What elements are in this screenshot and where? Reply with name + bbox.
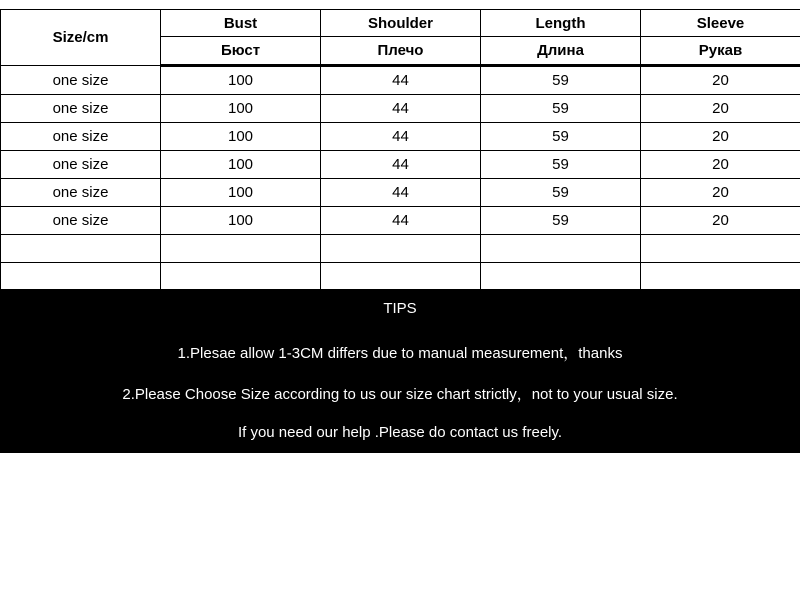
sleeve-cell: 20 [641, 66, 800, 95]
table-row [1, 179, 800, 207]
bust-cell [161, 235, 321, 263]
bust-cell: 100 [161, 179, 321, 207]
header-row-english [1, 10, 800, 37]
sleeve-cell [641, 235, 800, 263]
shoulder-header-ru: Плечо [321, 37, 481, 66]
shoulder-cell: 44 [321, 151, 481, 179]
bust-cell [161, 263, 321, 291]
shoulder-cell: 44 [321, 207, 481, 235]
size-cell: one size [1, 123, 161, 151]
sleeve-cell: 20 [641, 179, 800, 207]
size-cell: one size [1, 207, 161, 235]
shoulder-cell: 44 [321, 179, 481, 207]
tip-line-3: If you need our help .Please do contact us freely. [237, 424, 563, 441]
size-cell: one size [1, 66, 161, 95]
size-cell [1, 263, 161, 291]
length-header: Length [481, 10, 641, 37]
size-cell [1, 235, 161, 263]
size-column-header: Size/cm [1, 10, 161, 66]
shoulder-cell: 44 [321, 95, 481, 123]
sleeve-cell: 20 [641, 123, 800, 151]
bust-header: Bust [161, 10, 321, 37]
empty-table-row [1, 235, 800, 263]
size-cell: one size [1, 151, 161, 179]
shoulder-cell: 44 [321, 123, 481, 151]
length-cell: 59 [481, 179, 641, 207]
shoulder-cell: 44 [321, 66, 481, 95]
bust-cell: 100 [161, 66, 321, 95]
length-cell: 59 [481, 123, 641, 151]
size-cell: one size [1, 95, 161, 123]
table-row [1, 151, 800, 179]
bust-cell: 100 [161, 207, 321, 235]
length-cell [481, 263, 641, 291]
table-row [1, 95, 800, 123]
sleeve-header-ru: Рукав [641, 37, 800, 66]
bust-header-ru: Бюст [161, 37, 321, 66]
tips-title: TIPS [383, 300, 417, 317]
sleeve-cell: 20 [641, 151, 800, 179]
table-row [1, 123, 800, 151]
length-cell: 59 [481, 66, 641, 95]
bust-cell: 100 [161, 151, 321, 179]
table-row [1, 207, 800, 235]
tip-line-1: 1.Plesae allow 1-3CM differs due to manual measurement，thanks [177, 345, 623, 362]
bust-cell: 100 [161, 123, 321, 151]
length-cell: 59 [481, 151, 641, 179]
sleeve-header: Sleeve [641, 10, 800, 37]
sleeve-cell: 20 [641, 207, 800, 235]
length-cell [481, 235, 641, 263]
size-chart-table [0, 9, 800, 291]
length-header-ru: Длина [481, 37, 641, 66]
empty-table-row [1, 263, 800, 291]
shoulder-cell [321, 235, 481, 263]
tips-panel [0, 289, 800, 453]
sleeve-cell [641, 263, 800, 291]
sleeve-cell: 20 [641, 95, 800, 123]
bust-cell: 100 [161, 95, 321, 123]
length-cell: 59 [481, 95, 641, 123]
size-cell: one size [1, 179, 161, 207]
table-row [1, 66, 800, 95]
shoulder-cell [321, 263, 481, 291]
tip-line-2: 2.Please Choose Size according to us our size chart strictly，not to your usual size. [122, 386, 678, 403]
length-cell: 59 [481, 207, 641, 235]
shoulder-header: Shoulder [321, 10, 481, 37]
